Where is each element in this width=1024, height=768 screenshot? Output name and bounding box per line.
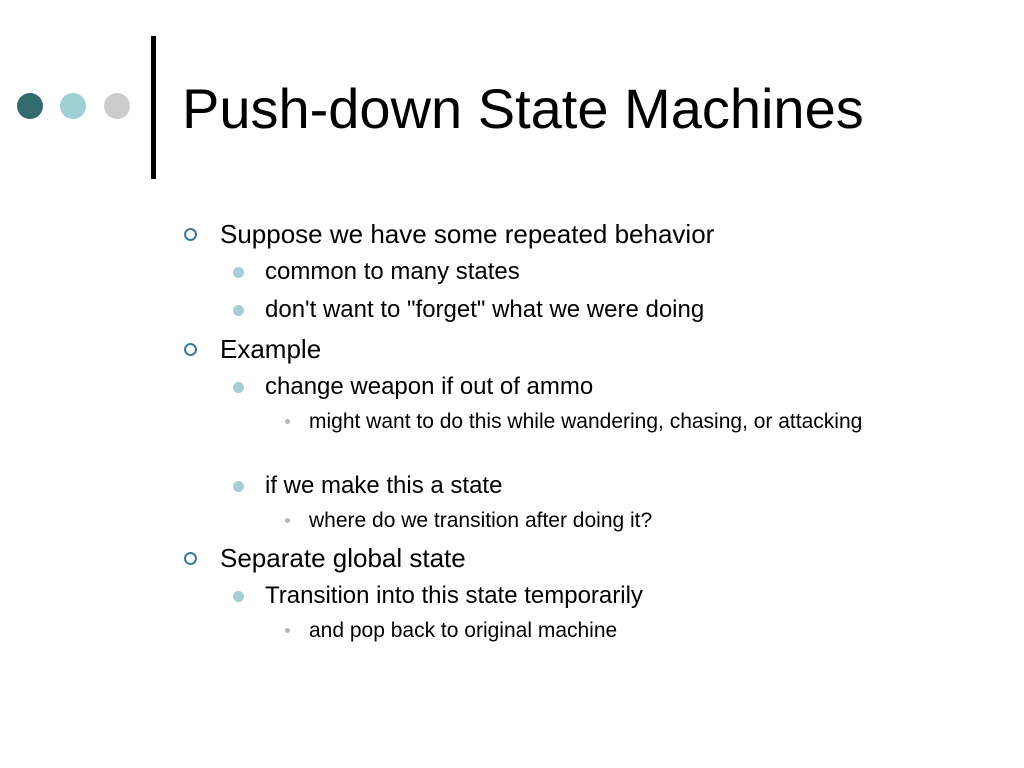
ring-bullet-icon [184,343,197,356]
dot-bullet-icon [233,305,244,316]
bullet-item [220,218,714,250]
bullet-item [265,471,502,501]
dot-bullet-icon [233,267,244,278]
bullet-text: change weapon if out of ammo [265,373,594,400]
bullet-item [265,257,520,287]
dot-bullet-icon [233,591,244,602]
bullet-text: if we make this a state [265,472,503,499]
bullet-text: Example [220,334,322,364]
bullet-item [220,542,466,574]
bullet-item [265,295,704,325]
small-dot-bullet-icon [285,419,290,424]
ring-bullet-icon [184,552,197,565]
bullet-text: and pop back to original machine [309,619,618,642]
bullet-text: Transition into this state temporarily [265,582,643,609]
bullet-text: Suppose we have some repeated behavior [220,219,715,249]
bullet-item [265,581,643,611]
ring-bullet-icon [184,228,197,241]
bullet-text: where do we transition after doing it? [309,509,653,532]
bullet-item [309,617,909,645]
bullet-text: might want to do this while wandering, chasing, or attacking [309,410,863,433]
dot-bullet-icon [233,481,244,492]
bullet-item [265,372,593,402]
slide-title: Push-down State Machines [182,77,864,140]
bullet-text: don't want to "forget" what we were doing [265,296,705,323]
small-dot-bullet-icon [285,628,290,633]
bullet-text: Separate global state [220,543,466,573]
small-dot-bullet-icon [285,518,290,523]
dot-bullet-icon [233,382,244,393]
bullet-item [220,333,321,365]
bullet-item [309,408,909,436]
bullet-item [309,507,909,535]
bullet-text: common to many states [265,258,520,285]
